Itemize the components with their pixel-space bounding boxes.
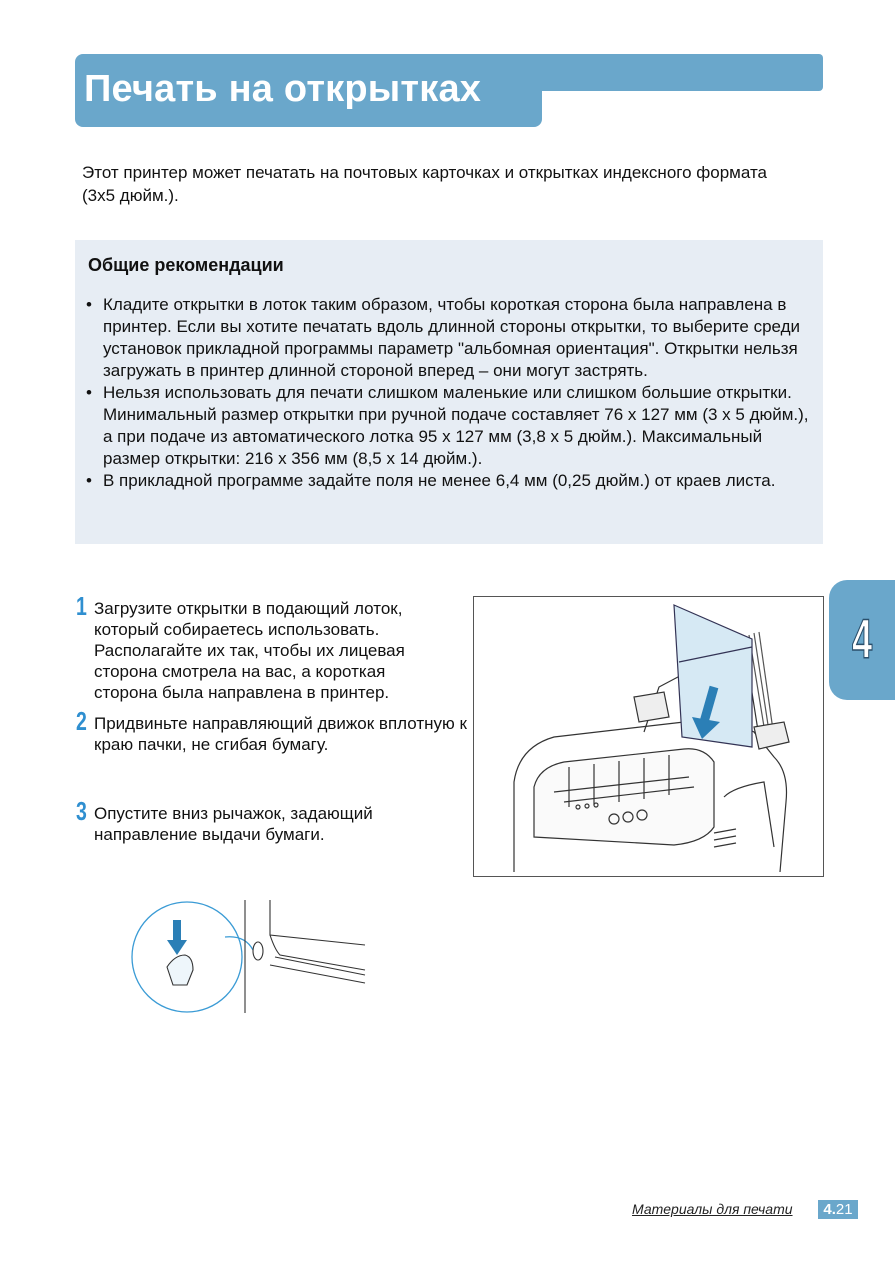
step-number: 1 [76,591,87,621]
list-item: • Кладите открытки в лоток таким образом, чтобы короткая сторона была направлена в принтер. Если вы хотите печатать вдоль длинной стороны открытки, то выберите среди установок прикладной программы параметр "альбомная ориентация". Открытки нельзя загружать в принтер длинной стороной вперед – они могут застрять. [86,295,801,380]
list-item: • Нельзя использовать для печати слишком маленькие или слишком большие открытки. Минимальный размер открытки при ручной подаче составляет 76 x 127 мм (3 x 5 дюйм.), а при подаче из автоматического лотка 95 x 127 мм (3,8 x 5 дюйм.). Максимальный размер открытки: 216 x 356 мм (8,5 x 14 дюйм.). [86,383,809,468]
step-number: 3 [76,796,87,826]
step-text: Загрузите открытки в подающий лоток, который собираетесь использовать. Располагайте их так, чтобы их лицевая сторона смотрела на вас, а короткая сторона была направлена в принтер. [94,599,405,702]
step-number: 2 [76,706,87,736]
footer-section-title: Материалы для печати [632,1201,793,1217]
page-number-badge: 4.21 [818,1200,858,1219]
step-1 [76,591,448,703]
step-3 [76,796,416,845]
lever-icon [125,895,370,1015]
bullet-icon: • [86,383,92,402]
title-banner-line [520,54,823,91]
intro-paragraph: Этот принтер может печатать на почтовых карточках и открытках индексного формата (3x5 дюйм.). [82,163,767,205]
step-2 [76,706,471,755]
printer-illustration [473,596,824,877]
bullet-icon: • [86,295,92,314]
list-item: • В прикладной программе задайте поля не менее 6,4 мм (0,25 дюйм.) от краев листа. [86,471,776,490]
lever-illustration [125,895,370,1015]
recommendations-heading: Общие рекомендации [88,255,284,275]
recommendations-list [86,294,816,492]
bullet-icon: • [86,471,92,490]
printer-icon [474,597,823,876]
chapter-number: 4 [852,607,873,670]
step-text: Опустите вниз рычажок, задающий направление выдачи бумаги. [94,804,373,844]
page-title: Печать на открытках [84,68,482,110]
step-text: Придвиньте направляющий движок вплотную к краю пачки, не сгибая бумагу. [94,714,467,754]
